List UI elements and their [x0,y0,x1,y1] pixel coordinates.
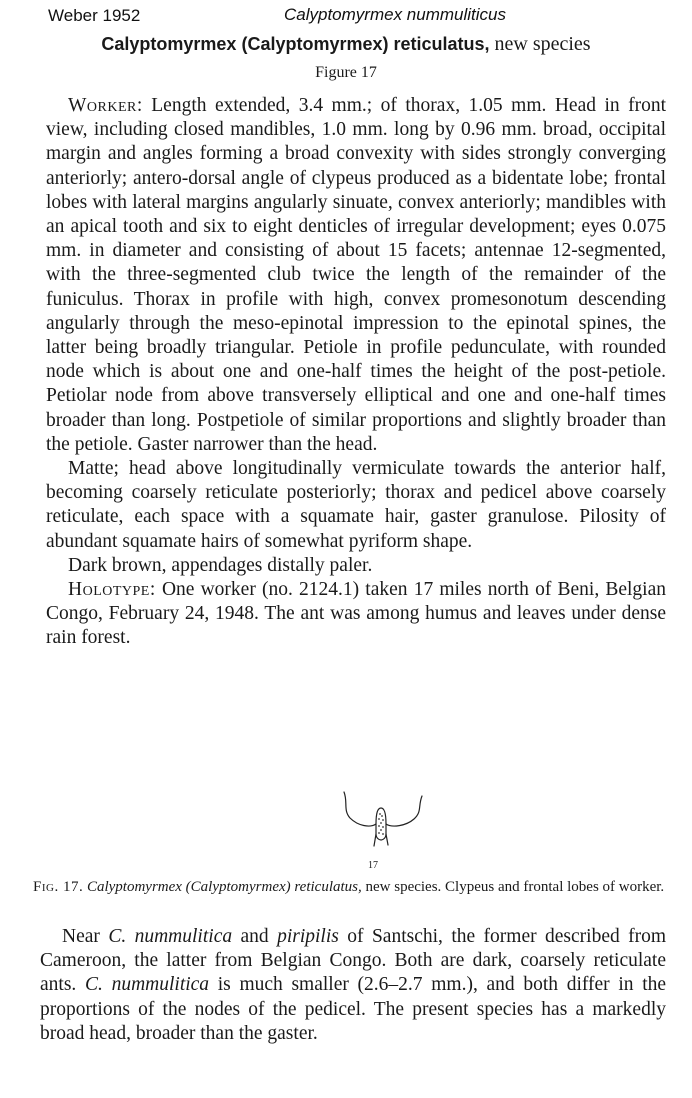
discussion-section [40,925,666,1046]
clypeus-stipple [378,813,384,835]
description-section [46,94,666,651]
species-ref-nummulitica-2: C. nummulitica [85,974,210,996]
header-citation: Weber 1952 [48,6,141,25]
worker-text: Length extended, 3.4 mm.; of thorax, 1.05 mm. Head in front view, including closed mandibles, 1.0 mm. long by 0.96 mm. broad, occipital margin and angles forming a broad convexity with sides strongly converging anteriorly; antero-dorsal angle of clypeus produced as a bidentate lobe; frontal lobes with lateral margins angularly sinuate, convex anteriorly; mandibles with an apical tooth and six to eight denticles of irregular development; eyes 0.075 mm. in diameter and consisting of about 15 facets; antennae 12-segmented, with the three-segmented club twice the length of the remainder of the funiculus. Thorax in profile with high, convex promesonotum descending angularly through the meso-epinotal impression to the epinotal spines, the latter being broadly triangular. Petiole in profile pedunculate, with rounded node which is about one and one-half times the height of the post-petiole. Petiolar node from above transversely elliptical and one and one-half times broader than long. Postpetiole of similar proportions and slightly broader than the petiole. Gaster narrower than the head. [46,95,667,455]
species-ref-nummulitica: C. nummulitica [108,926,233,947]
worker-paragraph [46,94,666,457]
figure-caption [33,878,673,897]
species-ref-piripilis: piripilis [277,926,339,947]
species-status: new species [494,33,591,55]
clypeus-right-tooth [386,834,388,845]
worker-label: Worker: [68,95,143,116]
clypeus-outline [376,808,386,840]
discussion-text-1: Near [62,926,100,947]
clypeus-figure [330,788,430,868]
discussion-paragraph [40,925,666,1046]
discussion-text-4: is much smaller (2.6–2.7 mm.), and both differ in the proportions of the nodes of the pedicel. The present species has a markedly broad head, broader than the gaster. [40,974,667,1044]
discussion-text-3: of Santschi, the former described from Cameroon, the latter from Belgian Congo. Both are dark, coarsely reticulate ants. [40,926,667,996]
holotype-text: One worker (no. 2124.1) taken 17 miles north of Beni, Belgian Congo, February 24, 1948. The ant was among humus and leaves under dense rain forest. [46,579,667,649]
caption-label: Fig. 17. [33,879,84,895]
header-genus: Calyptomyrmex nummuliticus [284,5,506,24]
sculpture-paragraph: Matte; head above longitudinally vermiculate towards the anterior half, becoming coarsely reticulate posteriorly; thorax and pedicel above coarsely reticulate, each space with a squamate hair, gaster granulose. Pilosity of abundant squamate hairs of somewhat pyriform shape. [46,458,666,552]
caption-text: new species. Clypeus and frontal lobes of worker. [365,879,665,895]
frontal-lobe-right [386,796,422,826]
discussion-text-2: and [240,926,269,947]
figure-number: 17 [368,860,378,871]
holotype-paragraph [46,578,666,651]
holotype-label: Holotype: [68,579,156,601]
color-paragraph: Dark brown, appendages distally paler. [68,554,373,576]
species-name: Calyptomyrmex (Calyptomyrmex) reticulatus, [101,34,490,54]
figure-reference: Figure 17 [315,64,377,81]
frontal-lobe-left [344,792,376,826]
species-title [0,33,692,56]
clypeus-left-tooth [374,834,376,846]
caption-species: Calyptomyrmex (Calyptomyrmex) reticulatus, [86,879,362,895]
